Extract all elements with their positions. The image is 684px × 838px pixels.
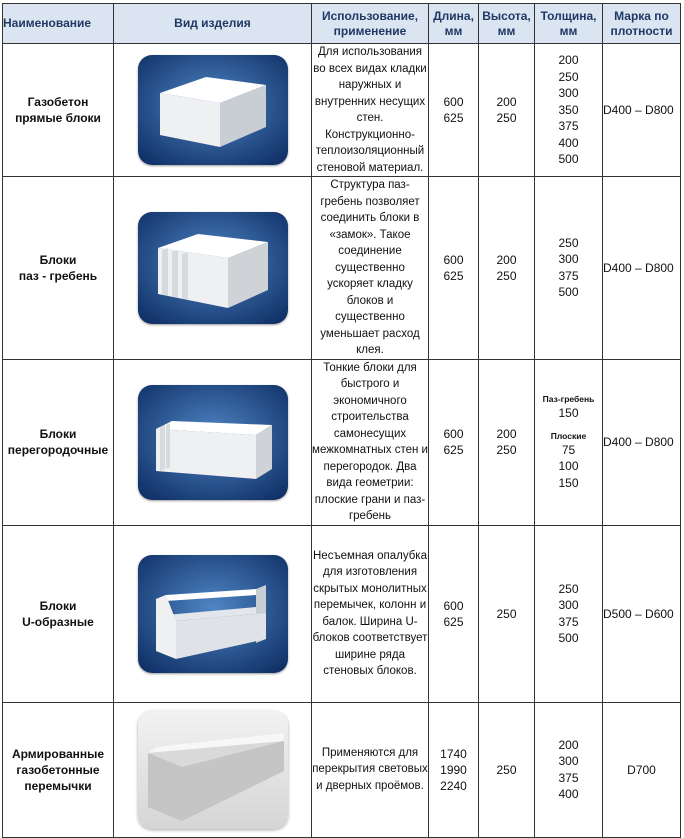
header-image: Вид изделия [114, 4, 312, 44]
product-thickness: 250 300 375 500 [535, 525, 603, 702]
table-row [3, 177, 681, 360]
product-usage: Для использования во всех видах кладки наружных и внутренних несущих стен. Конструкционно-теплоизоляционный стеновой материал. [312, 44, 429, 177]
header-length: Длина, мм [429, 4, 479, 44]
product-grade: D500 – D600 [603, 525, 681, 702]
product-name: Армированные газобетонные перемычки [3, 702, 114, 837]
partition-block-icon [138, 385, 288, 500]
product-usage: Применяются для перекрытия световых и дверных проёмов. [312, 702, 429, 837]
header-usage: Использование, применение [312, 4, 429, 44]
product-image-cell [114, 702, 312, 837]
product-image-cell [114, 177, 312, 360]
product-length: 1740 1990 2240 [429, 702, 479, 837]
product-image-cell [114, 525, 312, 702]
header-grade: Марка по плотности [603, 4, 681, 44]
product-length: 600 625 [429, 525, 479, 702]
thickness-label-flat: Плоские [550, 430, 587, 441]
product-name: Блоки U-образные [3, 525, 114, 702]
u-block-icon [138, 555, 288, 673]
product-usage: Структура паз-гребень позволяет соединить блоки в «замок». Такое соединение существенно ускоряет кладку блоков и существенно уменьшает расход клея. [312, 177, 429, 360]
product-grade: D700 [603, 702, 681, 837]
header-row [3, 4, 681, 44]
header-thickness: Толщина, мм [535, 4, 603, 44]
lintel-icon [138, 711, 288, 829]
product-length: 600 625 [429, 44, 479, 177]
thickness-label-tongue-groove: Паз-гребень [542, 394, 595, 404]
product-grade: D400 – D800 [603, 359, 681, 525]
product-length: 600 625 [429, 177, 479, 360]
product-height: 200 250 [479, 359, 535, 525]
product-thickness: 250 300 375 500 [535, 177, 603, 360]
table-row [3, 702, 681, 837]
product-name: Блоки перегородочные [3, 359, 114, 525]
product-height: 200 250 [479, 44, 535, 177]
product-image-cell [114, 359, 312, 525]
product-table [2, 3, 681, 838]
header-name: Наименование [3, 4, 114, 44]
product-name: Газобетон прямые блоки [3, 44, 114, 177]
product-height: 250 [479, 525, 535, 702]
table-row [3, 525, 681, 702]
table-row [3, 44, 681, 177]
product-thickness: 200 250 300 350 375 400 500 [535, 44, 603, 177]
tongue-groove-block-icon [138, 212, 288, 324]
product-thickness: Паз-гребень 150 Плоские 75 100 150 [535, 359, 603, 525]
product-usage: Несъемная опалубка для изготовления скрытых монолитных перемычек, колонн и балок. Ширина U-блоков соответствует ширине ряда стеновых блоков. [312, 525, 429, 702]
product-name: Блоки паз - гребень [3, 177, 114, 360]
table-row [3, 359, 681, 525]
product-grade: D400 – D800 [603, 44, 681, 177]
product-image-cell [114, 44, 312, 177]
straight-block-icon [138, 55, 288, 165]
product-usage: Тонкие блоки для быстрого и экономичного строительства самонесущих межкомнатных стен и перегородок. Два вида геометрии: плоские грани и паз-гребень [312, 359, 429, 525]
product-grade: D400 – D800 [603, 177, 681, 360]
product-height: 250 [479, 702, 535, 837]
header-height: Высота, мм [479, 4, 535, 44]
product-thickness: 200 300 375 400 [535, 702, 603, 837]
product-height: 200 250 [479, 177, 535, 360]
product-length: 600 625 [429, 359, 479, 525]
